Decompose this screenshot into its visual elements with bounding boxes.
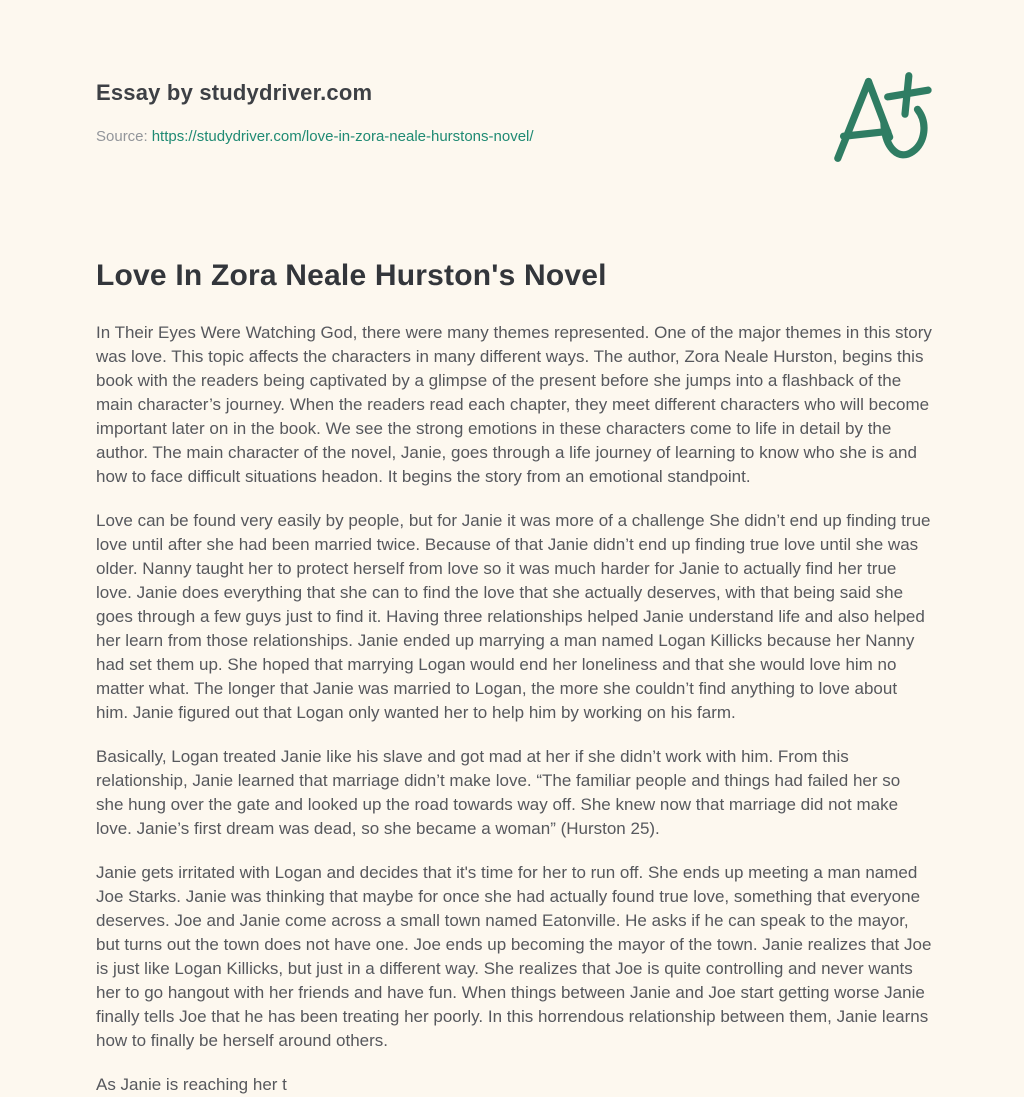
brand-block — [96, 70, 534, 145]
essay-paragraph-3: Basically, Logan treated Janie like his slave and got mad at her if she didn’t work with him. From this relationship, Janie learned that marriage didn’t make love. “The familiar people and things had failed her so she hung over the gate and looked up the road towards way off. She knew now that marriage did not make love. Janie’s first dream was dead, so she became a woman” (Hurston 25). — [96, 747, 901, 838]
essay-paragraph-1: In Their Eyes Were Watching God, there were many themes represented. One of the major themes in this story was love. This topic affects the characters in many different ways. The author, Zora Neale Hurston, begins this book with the readers being captivated by a glimpse of the present before she jumps into a flashback of the main character’s journey. When the readers read each chapter, they meet different characters who will become important later on in the book. We see the strong emotions in these characters come to life in detail by the author. The main character of the novel, Janie, goes through a life journey of learning to know who she is and how to face difficult situations headon. It begins the story from an emotional standpoint. — [96, 323, 932, 486]
essay-body — [96, 258, 932, 1097]
essay-paragraph-4: Janie gets irritated with Logan and decides that it's time for her to run off. She ends up meeting a man named Joe Starks. Janie was thinking that maybe for once she had actually found true love, something that everyone deserves. Joe and Janie come across a small town named Eatonville. He asks if he can speak to the mayor, but turns out the town does not have one. Joe ends up becoming the mayor of the town. Janie realizes that Joe is just like Logan Killicks, but just in a different way. She realizes that Joe is quite controlling and never wants her to go hangout with her friends and have fun. When things between Janie and Joe start getting worse Janie finally tells Joe that he has been treating her poorly. In this horrendous relationship between them, Janie learns how to finally be herself around others. — [96, 863, 932, 1050]
source-line — [96, 128, 534, 145]
essay-paragraph-5: As Janie is reaching her t — [96, 1075, 287, 1094]
source-link[interactable]: https://studydriver.com/love-in-zora-neale-hurstons-novel/ — [151, 128, 534, 145]
essay-paragraph-2: Love can be found very easily by people, but for Janie it was more of a challenge She didn’t end up finding true love until after she had been married twice. Because of that Janie didn’t end up finding true love until she was older. Nanny taught her to protect herself from love so it was much harder for Janie to actually find her true love. Janie does everything that she can to find the love that she actually deserves, with that being said she goes through a few guys just to find it. Having three relationships helped Janie understand life and also helped her learn from those relationships. Janie ended up marrying a man named Logan Killicks because her Nanny had set them up. She hoped that marrying Logan would end her loneliness and that she would love him no matter what. The longer that Janie was married to Logan, the more she couldn’t find anything to love about him. Janie figured out that Logan only wanted her to help him by working on his farm. — [96, 511, 931, 722]
byline: Essay by studydriver.com — [96, 80, 373, 105]
studydriver-aplus-logo-icon — [828, 70, 934, 166]
essay-title: Love In Zora Neale Hurston's Novel — [96, 259, 607, 292]
page-header — [96, 70, 928, 166]
source-label: Source: — [96, 128, 148, 145]
